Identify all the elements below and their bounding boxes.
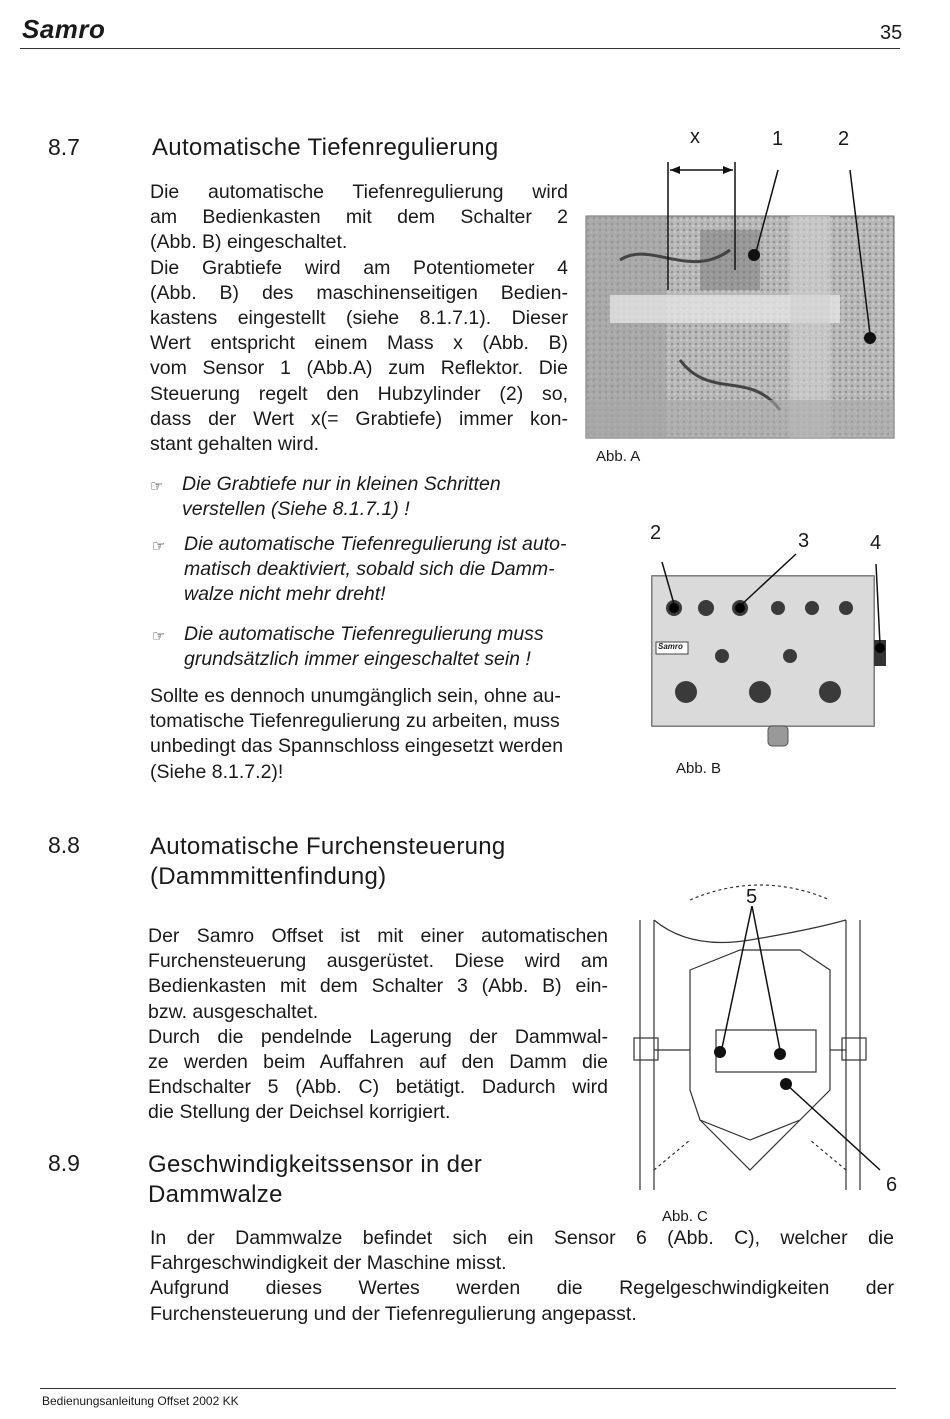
closing-line: unbedingt das Spannschloss eingesetzt werden — [150, 735, 564, 758]
callout-5: 5 — [746, 886, 758, 908]
body-line: bzw. ausgeschaltet. — [148, 1000, 319, 1023]
callout-3-b: 3 — [798, 530, 810, 552]
note-1 — [150, 472, 602, 522]
body-line: Die Grabtiefe wird am Potentiometer 4 — [150, 256, 568, 279]
caption-abb-b: Abb. B — [676, 760, 722, 777]
figure-a — [580, 120, 900, 470]
section-title-8-9 — [148, 1150, 482, 1210]
figure-c-drawing — [630, 870, 906, 1210]
figure-b — [640, 520, 900, 782]
figure-c — [630, 870, 906, 1230]
caption-abb-c: Abb. C — [662, 1208, 708, 1225]
closing-line: (Siehe 8.1.7.2)! — [150, 760, 284, 783]
closing-line: Sollte es dennoch unumgänglich sein, ohne au- — [150, 685, 561, 707]
title-line: Geschwindigkeitssensor in der — [148, 1151, 483, 1178]
note-line: Die Grabtiefe nur in kleinen Schritten — [182, 473, 501, 495]
section-number-8-9: 8.9 — [48, 1150, 80, 1176]
body-line: dass der Wert x(= Grabtiefe) immer kon- — [150, 407, 568, 430]
note-line: walze nicht mehr dreht! — [184, 583, 386, 605]
callout-1: 1 — [772, 128, 784, 150]
note-2 — [152, 532, 624, 607]
section-number-8-8: 8.8 — [48, 832, 80, 858]
body-line: In der Dammwalze befindet sich ein Sensor 6 (Abb. C), welcher die — [150, 1227, 894, 1249]
section-number-8-7: 8.7 — [48, 134, 80, 160]
figure-b-photo — [640, 520, 900, 782]
body-line: am Bedienkasten mit dem Schalter 2 — [150, 206, 568, 229]
section-8-7-closing — [150, 684, 620, 785]
header-rule — [20, 48, 900, 49]
title-line: Automatische Furchensteuerung — [150, 833, 506, 860]
body-line: Furchensteuerung ausgerüstet. Diese wird am — [148, 950, 608, 973]
closing-line: tomatische Tiefenregulierung zu arbeiten, muss — [150, 710, 560, 733]
body-line: stant gehalten wird. — [150, 433, 320, 456]
title-line: (Dammmittenfindung) — [150, 863, 387, 890]
note-line: Die automatische Tiefenregulierung muss — [184, 623, 544, 645]
body-line: Der Samro Offset ist mit einer automatischen — [148, 925, 608, 947]
callout-2: 2 — [838, 128, 850, 150]
body-line: Steuerung regelt den Hubzylinder (2) so, — [150, 382, 568, 405]
note-line: verstellen (Siehe 8.1.7.1) ! — [182, 498, 410, 520]
body-line: vom Sensor 1 (Abb.A) zum Reflektor. Die — [150, 357, 568, 380]
body-line: Durch die pendelnde Lagerung der Dammwal- — [148, 1025, 608, 1048]
body-line: ze werden beim Auffahren auf den Damm die — [148, 1051, 608, 1074]
callout-2-b: 2 — [650, 522, 662, 544]
body-line: Bedienkasten mit dem Schalter 3 (Abb. B) ein- — [148, 975, 608, 998]
body-line: (Abb. B) des maschinenseitigen Bedien- — [150, 281, 568, 304]
page-number: 35 — [880, 22, 903, 44]
body-line: Aufgrund dieses Wertes werden die Regelgeschwindigkeiten der — [150, 1277, 894, 1300]
callout-6: 6 — [886, 1174, 898, 1196]
body-line: die Stellung der Deichsel korrigiert. — [148, 1101, 451, 1124]
body-line: Die automatische Tiefenregulierung wird — [150, 181, 568, 203]
section-title-8-8 — [150, 832, 506, 892]
callout-4-b: 4 — [870, 532, 882, 554]
body-line: Furchensteuerung und der Tiefenregulierung angepasst. — [150, 1302, 637, 1325]
caption-abb-a: Abb. A — [596, 448, 641, 465]
section-8-8-body — [148, 924, 608, 1126]
note-3 — [152, 622, 604, 672]
note-line: Die automatische Tiefenregulierung ist auto- — [184, 533, 567, 555]
body-line: Wert entspricht einem Mass x (Abb. B) — [150, 332, 568, 355]
callout-x: x — [690, 126, 700, 148]
pointing-hand-icon: ☞ — [152, 628, 166, 645]
figure-a-photo — [580, 120, 900, 470]
section-8-7-body — [150, 180, 568, 457]
section-8-9-body — [150, 1226, 894, 1327]
body-line: Endschalter 5 (Abb. C) betätigt. Dadurch wird — [148, 1076, 608, 1099]
body-line: (Abb. B) eingeschaltet. — [150, 231, 348, 254]
body-line: kastens eingestellt (siehe 8.1.7.1). Dieser — [150, 307, 568, 330]
note-line: matisch deaktiviert, sobald sich die Damm- — [184, 558, 555, 580]
panel-label-samro: Samro — [658, 642, 683, 651]
footer-rule — [40, 1388, 896, 1389]
pointing-hand-icon: ☞ — [150, 478, 164, 495]
section-title-8-7: Automatische Tiefenregulierung — [152, 134, 499, 161]
brand-name: Samro — [22, 14, 106, 44]
body-line: Fahrgeschwindigkeit der Maschine misst. — [150, 1252, 507, 1275]
footer-text: Bedienungsanleitung Offset 2002 KK — [42, 1394, 239, 1408]
pointing-hand-icon: ☞ — [152, 538, 166, 555]
title-line: Dammwalze — [148, 1181, 283, 1208]
note-line: grundsätzlich immer eingeschaltet sein ! — [184, 648, 531, 670]
